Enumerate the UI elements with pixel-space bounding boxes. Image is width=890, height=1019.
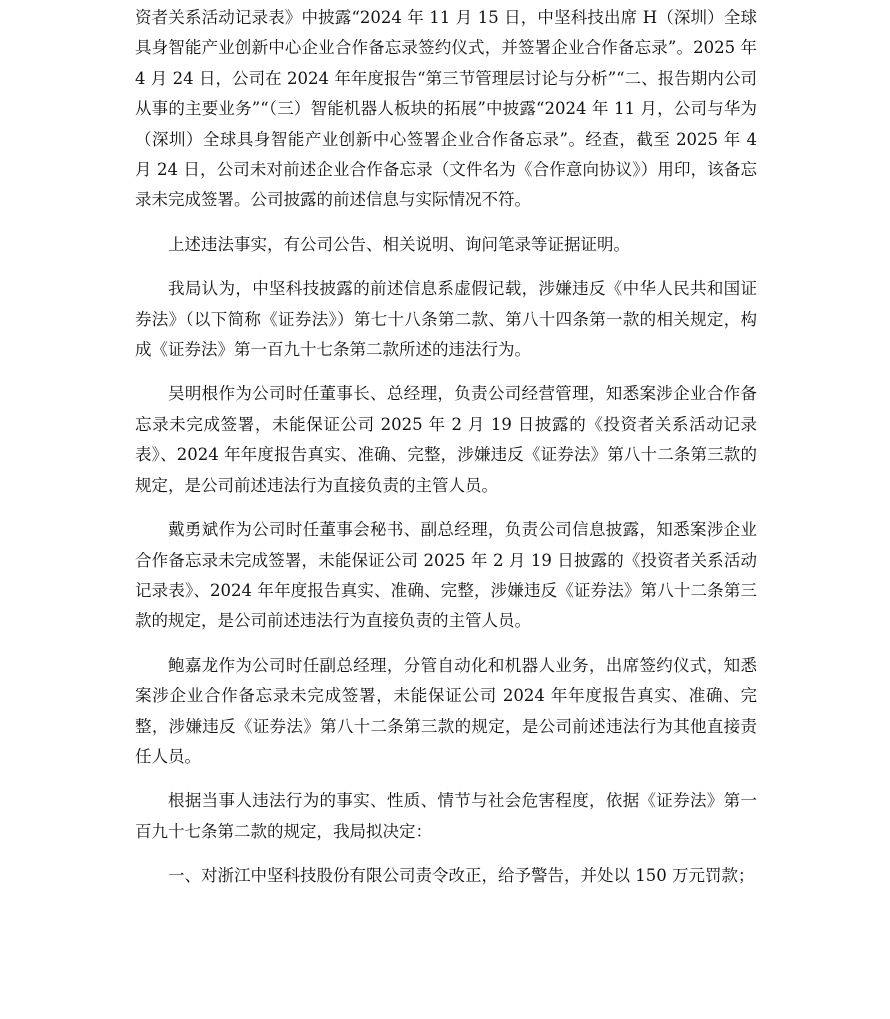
paragraph-secretary-liability: 戴勇斌作为公司时任董事会秘书、副总经理，负责公司信息披露，知悉案涉企业合作备忘录未完成签署，未能保证公司 2025 年 2 月 19 日披露的《投资者关系活动记录表》、2024 年年度报告真实、准确、完整，涉嫌违反《证券法》第八十二条第三款的规定，是公司前述违法行为直接负责的主管人员。 — [135, 520, 757, 631]
paragraph-evidence: 上述违法事实，有公司公告、相关说明、询问笔录等证据证明。 — [168, 234, 630, 254]
paragraph-continuation: 资者关系活动记录表》中披露“2024 年 11 月 15 日，中坚科技出席 H（深圳）全球具身智能产业创新中心企业合作备忘录签约仪式，并签署企业合作备忘录”。2025 年 4 月 24 日，公司在 2024 年年度报告“第三节管理层讨论与分析”“二、报告期内公司从事的主要业务”“（三）智能机器人板块的拓展”中披露“2024 年 11 月，公司与华为（深圳）全球具身智能产业创新中心签署企业合作备忘录”。经查，截至 2025 年 4 月 24 日，公司未对前述企业合作备忘录（文件名为《合作意向协议》）用印，该备忘录未完成签署。公司披露的前述信息与实际情况不符。 — [135, 8, 757, 210]
paragraph-chairman-liability: 吴明根作为公司时任董事长、总经理，负责公司经营管理，知悉案涉企业合作备忘录未完成签署，未能保证公司 2025 年 2 月 19 日披露的《投资者关系活动记录表》、2024 年年度报告真实、准确、完整，涉嫌违反《证券法》第八十二条第三款的规定，是公司前述违法行为直接负责的主管人员。 — [135, 384, 757, 495]
paragraph-finding: 我局认为，中坚科技披露的前述信息系虚假记载，涉嫌违反《中华人民共和国证券法》（以下简称《证券法》）第七十八条第二款、第八十四条第一款的相关规定，构成《证券法》第一百九十七条第二款所述的违法行为。 — [135, 279, 757, 360]
document-page — [135, 3, 757, 906]
paragraph-penalty-item-1: 一、对浙江中坚科技股份有限公司责令改正，给予警告，并处以 150 万元罚款； — [168, 866, 755, 886]
paragraph-vice-manager-liability: 鲍嘉龙作为公司时任副总经理，分管自动化和机器人业务，出席签约仪式，知悉案涉企业合作备忘录未完成签署，未能保证公司 2024 年年度报告真实、准确、完整，涉嫌违反《证券法》第八十二条第三款的规定，是公司前述违法行为其他直接责任人员。 — [135, 655, 757, 766]
paragraph-decision-basis: 根据当事人违法行为的事实、性质、情节与社会危害程度，依据《证券法》第一百九十七条第二款的规定，我局拟决定： — [135, 791, 757, 841]
